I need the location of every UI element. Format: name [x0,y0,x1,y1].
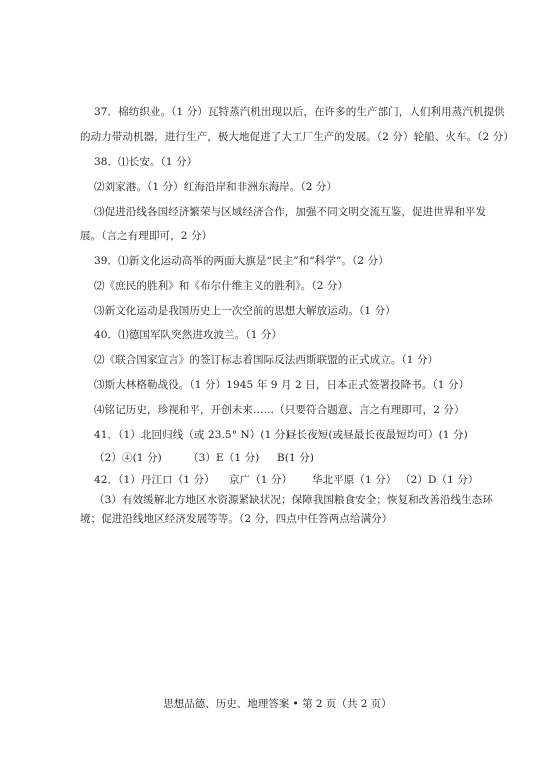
q38-part-2: ⑵刘家港。（1 分）红海沿岸和非洲东海岸。（2 分） [94,181,338,193]
q38-part-1: 38．⑴长安。（1 分） [94,156,198,168]
q40-part-3: ⑶斯大林格勒战役。（1 分）1945 年 9 月 2 日，日本正式签署投降书。（1 分） [94,379,470,391]
q39-part-2: ⑵《庶民的胜利》和《布尔什维主义的胜利》。（2 分） [94,280,349,292]
q40-part-4: ⑷铭记历史，珍视和平，开创未来……（只要符合题意、言之有理即可，2 分） [94,404,465,416]
q38-part-3-line-2: 展。（言之有理即可，2 分） [80,230,213,242]
q42-part-2: （2）D（1 分） [400,474,479,486]
q41-part-3-b: B(1 分) [277,452,315,464]
q41-part-1-a: 41．（1）北回归线（或 23.5° N）(1 分) [94,429,290,441]
q38-part-3-line-1: ⑶促进沿线各国经济繁荣与区域经济合作，加强不同文明交流互鉴，促进世界和平发 [94,206,487,218]
q40-part-2: ⑵《联合国家宣言》的签订标志着国际反法西斯联盟的正式成立。（1 分） [94,354,439,366]
q42-part-3-line-2: 境；促进沿线地区经济发展等等。（2 分，四点中任答两点给满分） [80,513,393,525]
q40-part-1: 40．⑴德国军队突然进攻波兰。（1 分） [94,329,283,341]
q41-part-3: （3）E（1 分) [188,452,260,464]
q41-part-2: （2）④(1 分) [94,452,162,464]
q37-line-2: 的动力带动机器，进行生产，极大地促进了大工厂生产的发展。（2 分）轮船、火车。（2 分） [80,131,514,143]
q42-part-1-a: 42．（1）丹江口（1 分） [94,474,215,486]
q42-part-1-c: 华北平原（1 分） [312,474,397,486]
q39-part-3: ⑶新文化运动是我国历史上一次空前的思想大解放运动。（1 分） [94,305,396,317]
q37-line-1: 37．棉纺织业。（1 分）瓦特蒸汽机出现以后，在许多的生产部门，人们利用蒸汽机提供 [94,106,505,118]
q42-part-1-b: 京广（1 分） [229,474,293,486]
q42-part-3-line-1: （3）有效缓解北方地区水资源紧缺状况；保障我国粮食安全；恢复和改善沿线生态环 [94,494,493,506]
q41-part-1-b: 昼长夜短(或昼最长夜最短均可）(1 分) [286,429,468,441]
page-footer: 思想品德、历史、地理答案 • 第 2 页（共 2 页） [163,698,392,710]
q39-part-1: 39．⑴新文化运动高举的两面大旗是“民主”和“科学”。（2 分） [94,255,389,267]
